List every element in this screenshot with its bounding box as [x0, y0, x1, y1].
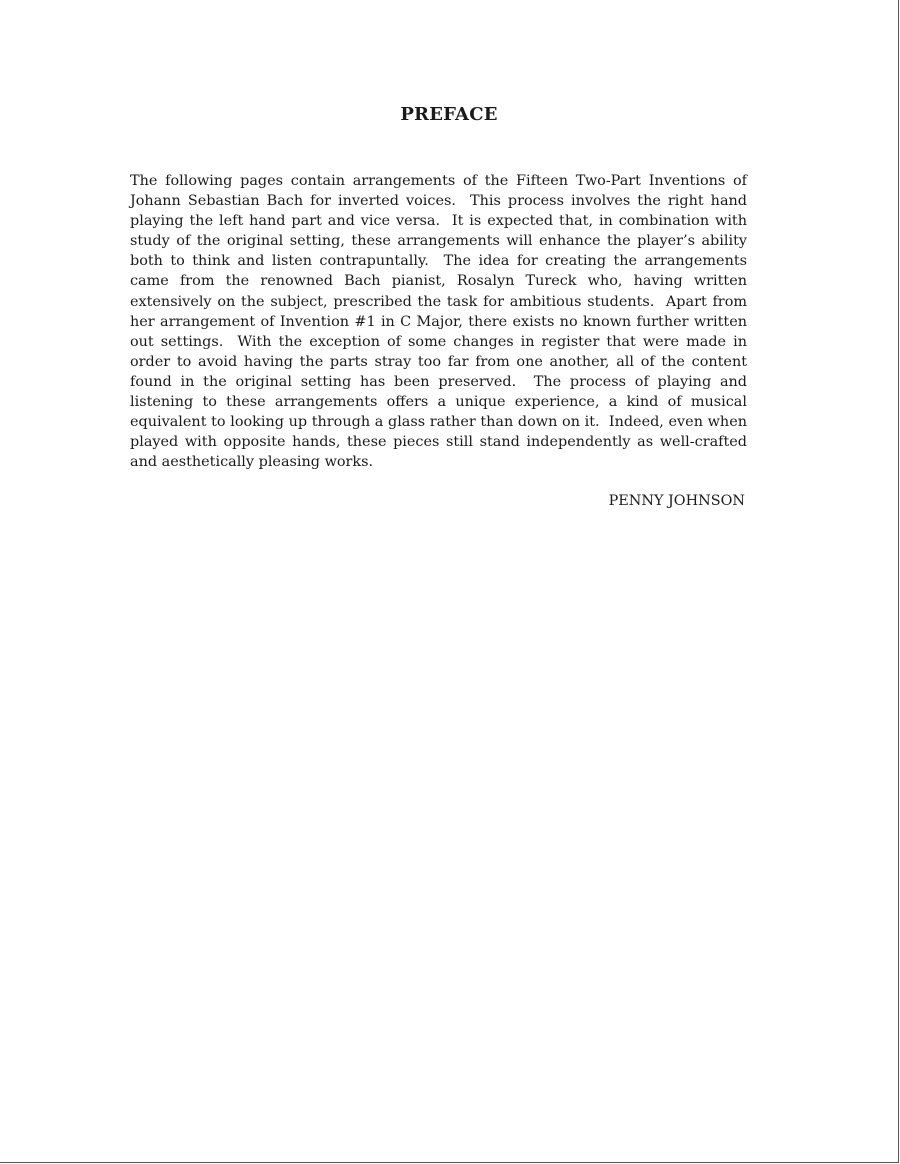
page-title: PREFACE	[400, 104, 498, 125]
preface-body: The following pages contain arrangements of the Fifteen Two-Part Inventions of Johann Sebastian Bach for inverted voices. This process involves the right hand playing the left hand part and vice versa. It is expected that, in combination with study of the original setting, these arrangements will enhance the player’s ability both to think and listen contrapuntally. The idea for creating the arrangements came from the renowned Bach pianist, Rosalyn Tureck who, having written extensively on the subject, prescribed the task for ambitious students. Apart from her arrangement of Invention #1 in C Major, there exists no known further written out settings. With the exception of some changes in register that were made in order to avoid having the parts stray too far from one another, all of the content found in the original setting has been preserved. The process of playing and listening to these arrangements offers a unique experience, a kind of musical equivalent to looking up through a glass rather than down on it. Indeed, even when played with opposite hands, these pieces still stand independently as well-crafted and aesthetically pleasing works.	[130, 173, 752, 471]
author-signature: PENNY JOHNSON	[608, 493, 745, 509]
